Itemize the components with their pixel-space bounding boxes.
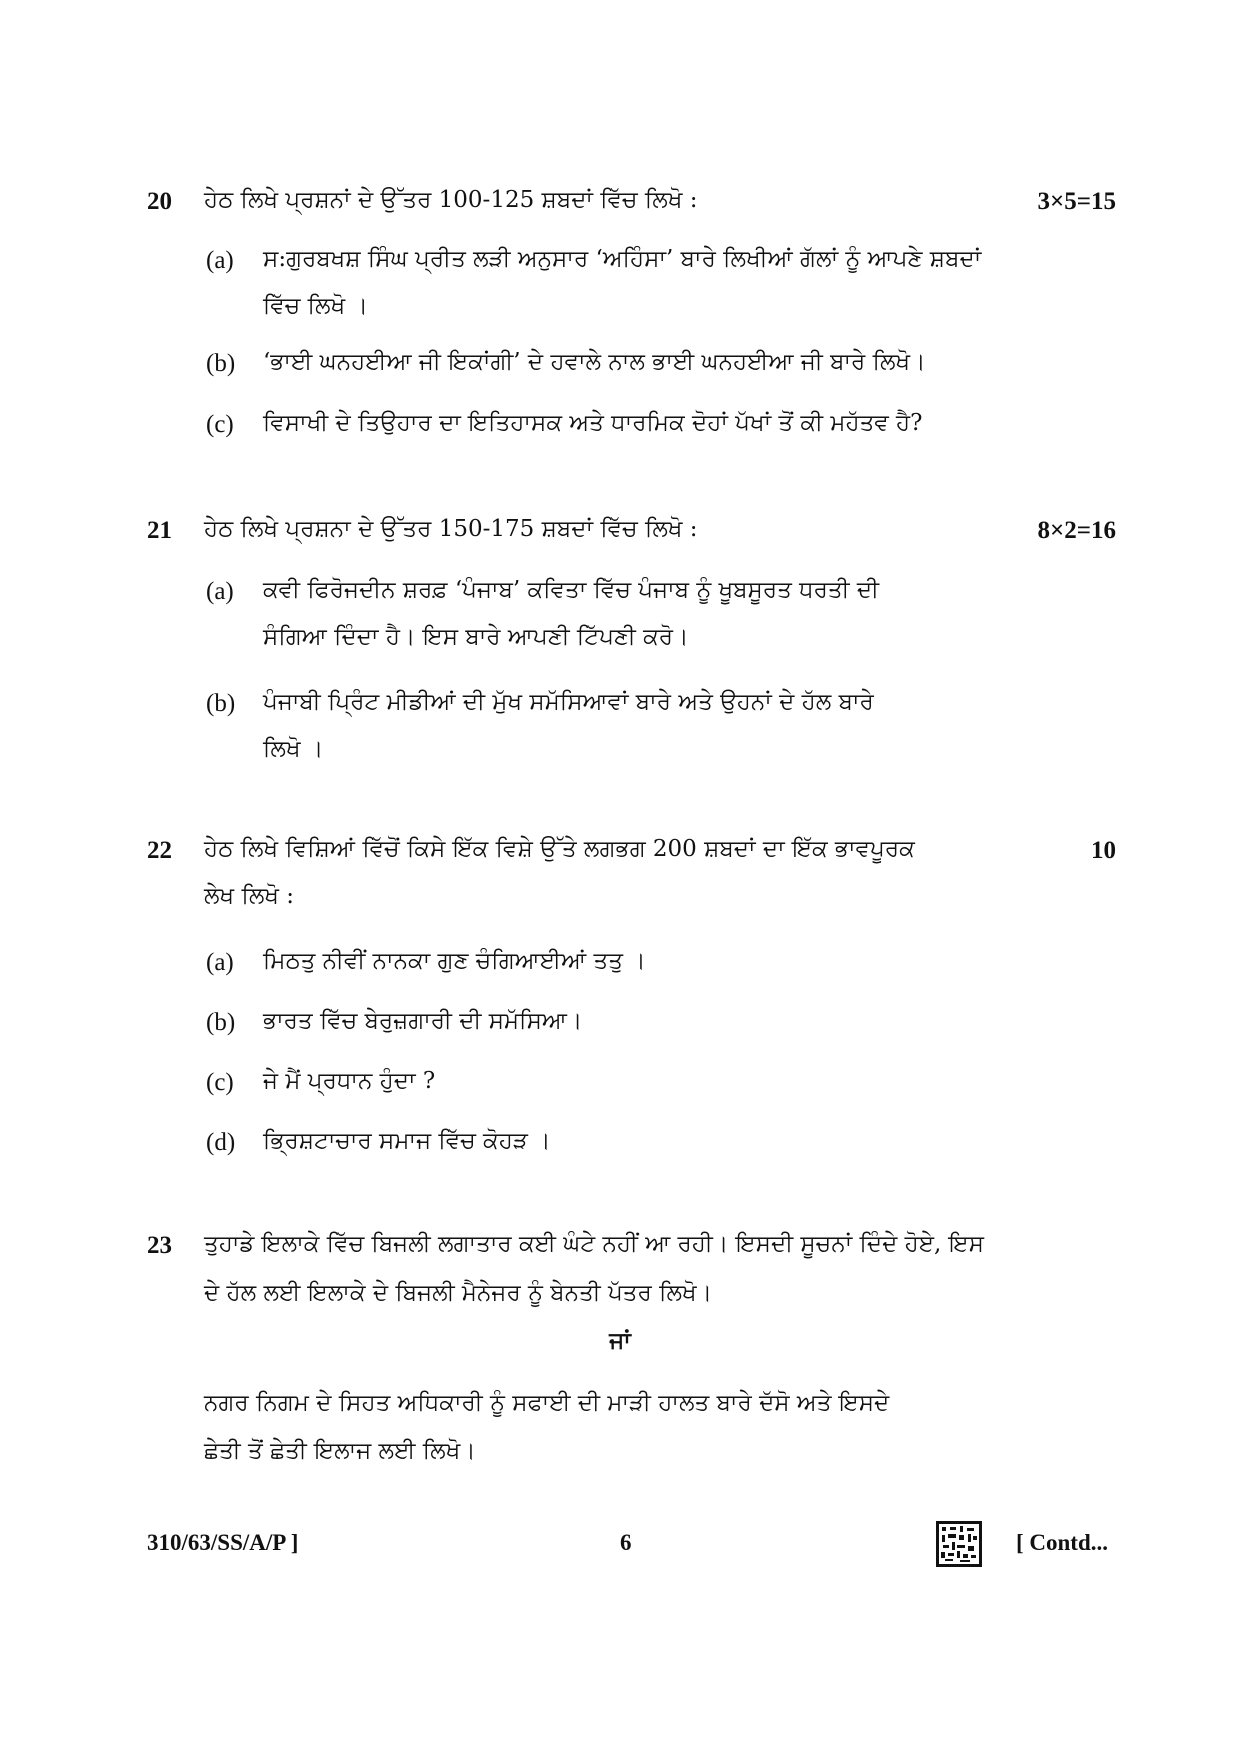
sub-question-label: (c) — [206, 1069, 234, 1096]
sub-question-label: (a) — [206, 949, 234, 976]
sub-question-label: (c) — [206, 411, 234, 438]
paper-code: 310/63/SS/A/P ] — [147, 1530, 299, 1555]
sub-question-text: ਮਿਠਤੁ ਨੀਵੀਂ ਨਾਨਕਾ ਗੁਣ ਚੰਗਿਆਈਆਂ ਤਤੁ । — [263, 948, 646, 974]
question-text-continued: ਲੇਖ ਲਿਖੋ : — [204, 883, 295, 909]
sub-question-text: ਕਵੀ ਫਿਰੋਜਦੀਨ ਸ਼ਰਫ਼ ‘ਪੰਜਾਬ’ ਕਵਿਤਾ ਵਿੱਚ ਪੰਜਾਬ ਨੂੰ ਖੂਬਸੂਰਤ ਧਰਤੀ ਦੀ — [263, 577, 880, 603]
question-number: 22 — [147, 837, 172, 864]
sub-question-text-continued: ਲਿਖੋ । — [263, 736, 324, 762]
question-number: 20 — [147, 188, 172, 215]
sub-question-label: (d) — [206, 1129, 236, 1156]
sub-question-label: (b) — [206, 350, 236, 377]
question-text: ਤੁਹਾਡੇ ਇਲਾਕੇ ਵਿੱਚ ਬਿਜਲੀ ਲਗਾਤਾਰ ਕਈ ਘੰਟੇ ਨਹੀਂ ਆ ਰਹੀ। ਇਸਦੀ ਸੂਚਨਾਂ ਦਿੰਦੇ ਹੋਏ, ਇਸ — [204, 1231, 984, 1257]
or-label: ਜਾਂ — [609, 1327, 631, 1354]
question-text: ਹੇਠ ਲਿਖੇ ਪ੍ਰਸ਼ਨਾਂ ਦੇ ਉੱਤਰ 100-125 ਸ਼ਬਦਾਂ ਵਿੱਚ ਲਿਖੋ : — [204, 187, 698, 213]
sub-question-text: ਭਾਰਤ ਵਿੱਚ ਬੇਰੁਜ਼ਗਾਰੀ ਦੀ ਸਮੱਸਿਆ। — [263, 1008, 583, 1034]
sub-question-text-continued: ਵਿੱਚ ਲਿਖੋ । — [263, 293, 368, 319]
sub-question-text: ਭ੍ਰਿਸ਼ਟਾਚਾਰ ਸਮਾਜ ਵਿੱਚ ਕੋਹੜ । — [263, 1128, 551, 1154]
alternative-question-text: ਨਗਰ ਨਿਗਮ ਦੇ ਸਿਹਤ ਅਧਿਕਾਰੀ ਨੂੰ ਸਫਾਈ ਦੀ ਮਾੜੀ ਹਾਲਤ ਬਾਰੇ ਦੱਸੋ ਅਤੇ ਇਸਦੇ — [204, 1390, 890, 1416]
sub-question-label: (b) — [206, 690, 236, 717]
sub-question-text: ‘ਭਾਈ ਘਨਹਈਆ ਜੀ ਇਕਾਂਗੀ’ ਦੇ ਹਵਾਲੇ ਨਾਲ ਭਾਈ ਘਨਹਈਆ ਜੀ ਬਾਰੇ ਲਿਖੋ। — [263, 349, 926, 375]
alternative-question-text-continued: ਛੇਤੀ ਤੋਂ ਛੇਤੀ ਇਲਾਜ ਲਈ ਲਿਖੋ। — [204, 1438, 476, 1464]
page-number: 6 — [620, 1530, 632, 1555]
question-marks: 10 — [1091, 837, 1116, 864]
question-marks: 3×5=15 — [1037, 188, 1116, 215]
sub-question-text: ਵਿਸਾਖੀ ਦੇ ਤਿਉਹਾਰ ਦਾ ਇਤਿਹਾਸਕ ਅਤੇ ਧਾਰਮਿਕ ਦੋਹਾਂ ਪੱਖਾਂ ਤੋਂ ਕੀ ਮਹੱਤਵ ਹੈ? — [263, 410, 923, 436]
question-number: 21 — [147, 517, 172, 544]
sub-question-label: (a) — [206, 578, 234, 605]
question-text: ਹੇਠ ਲਿਖੇ ਪ੍ਰਸ਼ਨਾ ਦੇ ਉੱਤਰ 150-175 ਸ਼ਬਦਾਂ ਵਿੱਚ ਲਿਖੋ : — [204, 516, 698, 542]
sub-question-label: (b) — [206, 1009, 236, 1036]
question-text: ਹੇਠ ਲਿਖੇ ਵਿਸ਼ਿਆਂ ਵਿੱਚੋਂ ਕਿਸੇ ਇੱਕ ਵਿਸ਼ੇ ਉੱਤੇ ਲਗਭਗ 200 ਸ਼ਬਦਾਂ ਦਾ ਇੱਕ ਭਾਵਪੂਰਕ — [204, 836, 915, 862]
sub-question-label: (a) — [206, 247, 234, 274]
sub-question-text: ਸ:ਗੁਰਬਖਸ਼ ਸਿੰਘ ਪ੍ਰੀਤ ਲੜੀ ਅਨੁਸਾਰ ‘ਅਹਿੰਸਾ’ ਬਾਰੇ ਲਿਖੀਆਂ ਗੱਲਾਂ ਨੂੰ ਆਪਣੇ ਸ਼ਬਦਾਂ — [263, 246, 982, 272]
sub-question-text-continued: ਸੰਗਿਆ ਦਿੰਦਾ ਹੈ। ਇਸ ਬਾਰੇ ਆਪਣੀ ਟਿੱਪਣੀ ਕਰੋ। — [263, 624, 689, 650]
question-text-continued: ਦੇ ਹੱਲ ਲਈ ਇਲਾਕੇ ਦੇ ਬਿਜਲੀ ਮੈਨੇਜਰ ਨੂੰ ਬੇਨਤੀ ਪੱਤਰ ਲਿਖੋ। — [204, 1280, 713, 1306]
qr-code-icon — [936, 1521, 982, 1567]
question-number: 23 — [147, 1232, 172, 1259]
question-marks: 8×2=16 — [1037, 517, 1116, 544]
sub-question-text: ਪੰਜਾਬੀ ਪ੍ਰਿੰਟ ਮੀਡੀਆਂ ਦੀ ਮੁੱਖ ਸਮੱਸਿਆਵਾਂ ਬਾਰੇ ਅਤੇ ਉਹਨਾਂ ਦੇ ਹੱਲ ਬਾਰੇ — [263, 689, 874, 715]
continued-label: [ Contd... — [1016, 1530, 1109, 1555]
sub-question-text: ਜੇ ਮੈਂ ਪ੍ਰਧਾਨ ਹੁੰਦਾ ? — [263, 1068, 436, 1094]
